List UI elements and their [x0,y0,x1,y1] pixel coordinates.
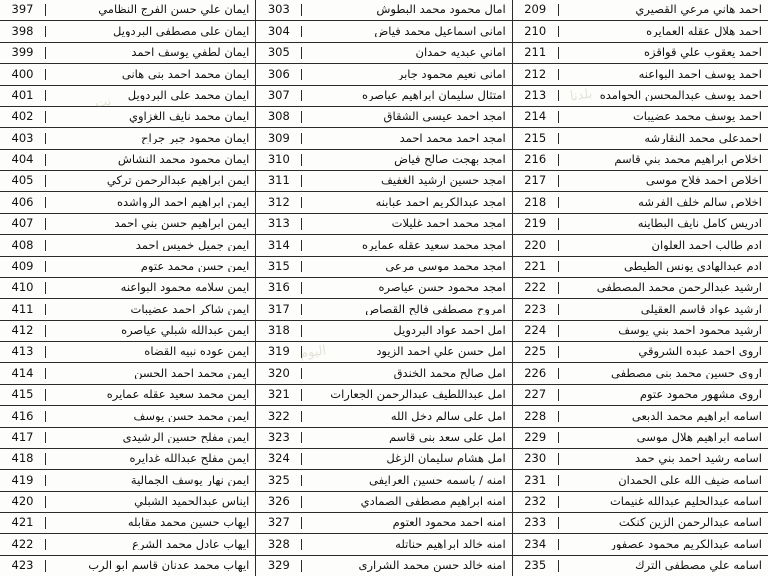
person-name: اروى احمد عبده الشروقي [638,346,762,358]
table-row [513,64,768,85]
table-row [513,299,768,320]
row-number: 210 [513,26,559,38]
person-name: اسامه علي مصطفى الترك [635,560,762,572]
row-number: 328 [256,539,302,551]
person-name: اروى مشهور محمود عتوم [639,389,762,401]
table-row [0,363,255,384]
row-number: 212 [513,69,559,81]
table-row [0,21,255,42]
person-name: امنه ابراهيم مصطفى الصمادي [360,496,506,508]
person-name: امنه / باسمه حسين العرايفي [369,474,506,487]
person-name: اسامه عبدالكريم محمود عصفور [610,538,762,551]
table-row [256,321,511,342]
table-row [256,214,511,235]
person-name: اماني نعيم محمود جابر [397,68,506,81]
person-name: امل هشام سليمان الزغل [386,453,506,465]
table-row [513,43,768,64]
person-name: ارشيد عواد قاسم العقيلي [640,303,762,316]
table-row [256,428,511,449]
person-name: ايمن محمد احمد الحسن [134,367,250,380]
row-number: 403 [0,133,46,145]
table-row [513,21,768,42]
row-number: 231 [513,475,559,487]
row-number: 419 [0,475,46,487]
row-number: 314 [256,240,302,252]
table-row [256,492,511,513]
person-name: ايمن عبدالله شبلي عياصره [121,325,250,337]
table-row [0,43,255,64]
row-number: 408 [0,240,46,252]
person-name: اخلاص احمد فلاح موسى [645,175,762,187]
table-row [0,492,255,513]
person-name: ايهاب محمد عدنان قاسم ابو الرب [88,560,250,572]
row-number: 228 [513,411,559,423]
table-row [0,278,255,299]
row-number: 401 [0,90,46,102]
row-number: 307 [256,90,302,102]
table-row [513,428,768,449]
row-number: 305 [256,47,302,59]
row-number: 409 [0,261,46,273]
person-name: ادم طالب احمد العلوان [651,239,762,252]
row-number: 316 [256,282,302,294]
person-name: احمد هاني مرعي القصيري [635,4,762,16]
table-row [0,556,255,576]
table-row [513,150,768,171]
person-name: اسامه ابراهيم محمد الدبعي [631,410,762,423]
table-row [256,0,511,21]
table-row [256,385,511,406]
table-row [0,128,255,149]
column-middle [255,0,511,576]
table-row [513,0,768,21]
row-number: 402 [0,111,46,123]
row-number: 412 [0,325,46,337]
row-number: 322 [256,411,302,423]
row-number: 220 [513,240,559,252]
table-row [513,513,768,534]
row-number: 306 [256,69,302,81]
row-number: 398 [0,26,46,38]
table-row [256,86,511,107]
row-number: 422 [0,539,46,551]
row-number: 410 [0,282,46,294]
person-name: ايمن جميل خميس احمد [135,239,250,252]
watermark-text: اليوم [299,343,328,362]
table-row [256,235,511,256]
table-row [0,299,255,320]
table-row [256,299,511,320]
table-row [256,107,511,128]
person-name: امجد عبدالكريم احمد عبابنه [375,196,506,209]
person-name: امجد محمد سعيد عقله عمايره [362,239,506,252]
table-row [513,342,768,363]
row-number: 217 [513,175,559,187]
table-row [513,257,768,278]
row-number: 418 [0,453,46,465]
table-row [256,363,511,384]
person-name: ايمن ابراهيم حسن بني احمد [114,218,250,230]
person-name: احمد يعقوب علي قواقزه [643,47,762,59]
row-number: 213 [513,90,559,102]
person-name: ارشيد محمود احمد بني يوسف [618,325,762,337]
table-row [256,150,511,171]
table-row [0,385,255,406]
person-name: ايمان محمد احمد بني هاني [121,68,250,81]
person-name: امنه خالد حسن محمد الشرارى [358,560,506,572]
row-number: 218 [513,197,559,209]
row-number: 415 [0,389,46,401]
table-row [513,449,768,470]
row-number: 224 [513,325,559,337]
person-name: امنه خالد ابراهيم حناتله [395,538,506,551]
person-name: اخلاص سالم خلف الفرشه [638,196,762,209]
row-number: 325 [256,475,302,487]
person-name: احمد يوسف احمد البواعنه [638,68,762,81]
person-name: اماني عبديه حمدان [415,47,506,59]
row-number: 232 [513,496,559,508]
person-name: امجد بهجت صالح فياض [394,154,506,166]
row-number: 321 [256,389,302,401]
table-row [256,257,511,278]
person-name: امل علي سعد بني قاسم [388,431,506,444]
table-row [256,534,511,555]
table-row [0,406,255,427]
row-number: 329 [256,560,302,572]
person-name: ايمان محمد نايف الغزاوي [128,111,250,123]
table-row [513,556,768,576]
row-number: 406 [0,197,46,209]
table-row [513,385,768,406]
person-name: ايمن محمد سعيد عقله عمايره [106,389,250,401]
table-row [0,534,255,555]
person-name: ايمن نهار يوسف الجمالية [130,474,250,487]
row-number: 211 [513,47,559,59]
table-row [0,64,255,85]
person-name: اسامه عبدالرحمن الزين كنكت [618,517,762,529]
row-number: 414 [0,368,46,380]
row-number: 215 [513,133,559,145]
person-name: اسامه رشيد احمد بني حمد [634,453,762,465]
row-number: 404 [0,154,46,166]
person-name: ايمان محمود جبر جراح [141,132,250,145]
row-number: 320 [256,368,302,380]
table-row [0,150,255,171]
person-name: احمد يوسف محمد عضيبات [632,111,762,123]
table-row [513,492,768,513]
row-number: 317 [256,304,302,316]
row-number: 327 [256,517,302,529]
table-row [513,214,768,235]
person-name: ادريس كامل نايف البطاينه [637,218,762,230]
table-row [513,171,768,192]
person-name: امل حسن علي احمد الزيود [376,346,506,358]
person-name: ارشيد عبدالرحمن محمد المصطفى [596,282,762,294]
table-row [0,107,255,128]
row-number: 235 [513,560,559,572]
person-name: ايمن ابراهيم احمد الرواشده [116,196,250,209]
person-name: امنه احمد محمود العتوم [392,517,506,529]
row-number: 313 [256,218,302,230]
row-number: 326 [256,496,302,508]
row-number: 222 [513,282,559,294]
table-row [513,107,768,128]
person-name: ايناس عبدالحميد الشبلي [134,496,250,508]
table-row [256,449,511,470]
row-number: 221 [513,261,559,273]
table-row [513,192,768,213]
person-name: ايمان علي حسن الفرج النظامي [98,4,250,16]
person-name: اسامه ضيف الله علي الحمدان [618,474,762,487]
table-row [256,470,511,491]
table-row [0,235,255,256]
person-name: امل احمد عواد البردويل [393,325,506,337]
person-name: امال محمود محمد البطوش [376,4,506,16]
person-name: ايمان علي مصطفى البردويل [113,25,250,38]
row-number: 319 [256,346,302,358]
row-number: 411 [0,304,46,316]
row-number: 421 [0,517,46,529]
row-number: 399 [0,47,46,59]
row-number: 423 [0,560,46,572]
row-number: 324 [256,453,302,465]
table-row [513,534,768,555]
row-number: 230 [513,453,559,465]
row-number: 226 [513,368,559,380]
table-row [513,470,768,491]
person-name: اخلاص ابراهيم محمد بني قاسم [614,154,762,166]
table-row [513,278,768,299]
person-name: ايمن سلامه محمود البواعنه [120,282,250,294]
row-number: 223 [513,304,559,316]
table-row [256,342,511,363]
table-row [256,192,511,213]
table-row [513,363,768,384]
person-name: اسامه ابراهيم هلال موسى [636,431,762,444]
person-name: امل علي سالم دخل الله [390,410,506,423]
row-number: 420 [0,496,46,508]
table-row [256,513,511,534]
person-name: احمد يوسف عبدالمحسن الحوامده [599,89,762,102]
row-number: 311 [256,175,302,187]
row-number: 227 [513,389,559,401]
table-row [0,449,255,470]
person-name: ايمن مفلح حسين الرشيدي [122,431,250,444]
row-number: 323 [256,432,302,444]
row-number: 397 [0,4,46,16]
person-name: ادم عبدالهادي يونس الطيطي [623,260,762,273]
person-name: ايمان محمود محمد النشاش [117,154,250,166]
table-row [0,342,255,363]
person-name: احمدعلي محمد النقارشه [644,132,762,145]
person-name: امروح مصطفى فالح القصاص [365,303,506,316]
row-number: 407 [0,218,46,230]
table-row [0,513,255,534]
person-name: امتثال سليمان ابراهيم عياصره [361,89,506,102]
table-row [256,278,511,299]
person-name: ايمان لطفي يوسف احمد [131,47,250,59]
table-row [0,470,255,491]
person-name: ايمن شاكر احمد عضيبات [130,303,250,316]
watermark-text: نت [94,93,113,112]
row-number: 310 [256,154,302,166]
row-number: 315 [256,261,302,273]
row-number: 308 [256,111,302,123]
row-number: 219 [513,218,559,230]
row-number: 225 [513,346,559,358]
row-number: 417 [0,432,46,444]
person-name: اماني اسماعيل محمد فياض [374,25,506,38]
row-number: 234 [513,539,559,551]
table-row [256,406,511,427]
row-number: 303 [256,4,302,16]
person-name: ايهاب عادل محمد الشرع [132,538,250,551]
table-row [513,406,768,427]
row-number: 304 [256,26,302,38]
person-name: امجد محمود حسن عياصره [378,282,506,294]
person-name: ايمن ابراهيم عبدالرحمن تركي [106,175,250,187]
table-row [256,21,511,42]
table-row [256,171,511,192]
table-row [0,0,255,21]
person-name: اروى حسين محمد بني مصطفى [610,367,762,380]
row-number: 214 [513,111,559,123]
row-number: 233 [513,517,559,529]
table-row [256,43,511,64]
row-number: 318 [256,325,302,337]
table-row [0,171,255,192]
person-name: ايمن حسن محمد عتوم [140,260,250,273]
table-row [0,214,255,235]
column-left [0,0,255,576]
table-row [0,257,255,278]
watermark-text: بلدنا [569,86,594,105]
table-row [256,556,511,576]
row-number: 413 [0,346,46,358]
row-number: 405 [0,175,46,187]
person-name: ايمن مفلح عبدالله غدايره [129,453,250,465]
table-row [513,128,768,149]
table-row [513,86,768,107]
table-row [256,128,511,149]
row-number: 416 [0,411,46,423]
person-name: امجد محمد احمد غليلات [391,218,506,230]
table-row [0,86,255,107]
person-name: ايمان محمد علي البردويل [127,89,250,102]
column-right [512,0,768,576]
person-name: ايهاب حسين محمد مقابله [127,517,250,529]
row-number: 400 [0,69,46,81]
person-name: امجد محمد موسى مرعي [385,260,506,273]
person-name: ايمن محمد حسن يوسف [133,410,250,423]
person-name: احمد هلال عقله العمايره [646,25,762,38]
table-row [0,192,255,213]
table-row [0,321,255,342]
person-name: امجد احمد محمد احمد [399,132,506,145]
person-name: امل عبداللطيف عبدالرحمن الجعارات [330,389,506,401]
table-row [256,64,511,85]
row-number: 309 [256,133,302,145]
table-row [513,235,768,256]
row-number: 216 [513,154,559,166]
person-name: ايمن عوده نبيه القضاه [144,346,250,358]
row-number: 229 [513,432,559,444]
table-row [0,428,255,449]
table-row [513,321,768,342]
person-name: امل صالح محمد الخندق [393,367,506,380]
row-number: 209 [513,4,559,16]
person-name: امجد حسين ارشيد الغفيف [380,175,506,187]
person-name: اسامه عبدالحليم عبدالله غنيمات [609,496,762,508]
person-name: امجد احمد عيسى الشقاق [383,111,506,123]
row-number: 312 [256,197,302,209]
